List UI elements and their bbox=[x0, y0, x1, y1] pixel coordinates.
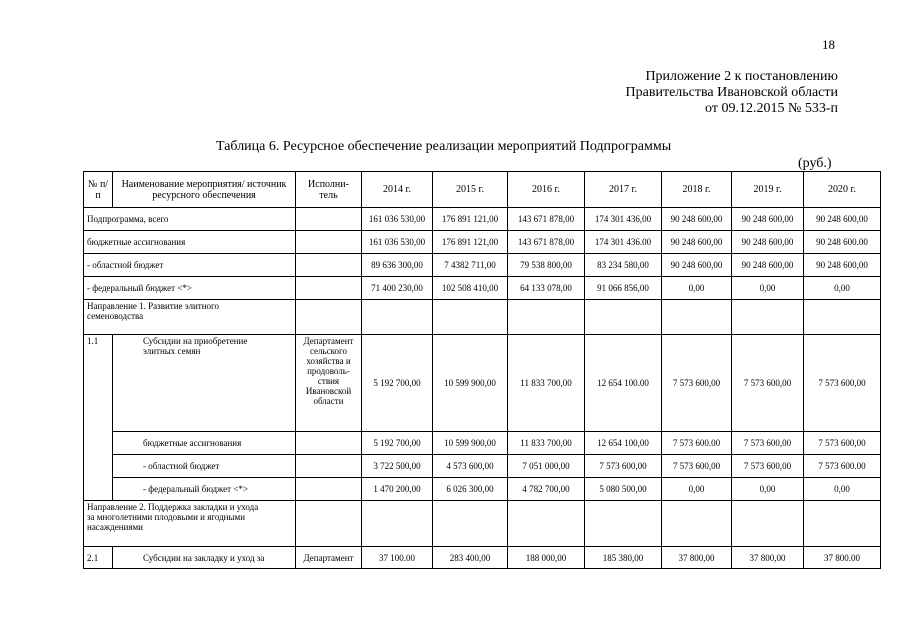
table-row-direction-1 bbox=[84, 300, 881, 335]
value-cell: 37 800.00 bbox=[804, 547, 881, 569]
value-cell: 174 301 436,00 bbox=[585, 208, 662, 231]
value-cell: 4 782 700,00 bbox=[508, 478, 585, 501]
table-row-direction-2 bbox=[84, 501, 881, 547]
value-cell: 7 573 600,00 bbox=[662, 335, 732, 432]
value-cell: 283 400,00 bbox=[433, 547, 508, 569]
row-label: - областной бюджет bbox=[113, 455, 296, 478]
value-cell: 161 036 530,00 bbox=[362, 208, 433, 231]
table-row-item-1-1-regional bbox=[84, 455, 881, 478]
value-cell: 12 654 100.00 bbox=[585, 335, 662, 432]
item-label: Субсидии на закладку и уход за bbox=[113, 547, 296, 569]
table-row-regional bbox=[84, 254, 881, 277]
value-cell: 11 833 700,00 bbox=[508, 432, 585, 455]
value-cell: 90 248 600,00 bbox=[662, 254, 732, 277]
header-name: Наименование мероприятия/ источник ресурсного обеспечения bbox=[113, 172, 296, 208]
executor-cell bbox=[296, 478, 362, 501]
executor-cell bbox=[296, 231, 362, 254]
value-cell: 89 636 300,00 bbox=[362, 254, 433, 277]
header-num: № п/п bbox=[84, 172, 113, 208]
appendix-line-2: Правительства Ивановской области bbox=[625, 85, 838, 100]
value-cell: 90 248 600,00 bbox=[804, 208, 881, 231]
value-cell: 7 573 600,00 bbox=[662, 455, 732, 478]
value-cell: 143 671 878,00 bbox=[508, 208, 585, 231]
appendix-line-3: от 09.12.2015 № 533-п bbox=[705, 101, 838, 116]
header-year: 2014 г. bbox=[362, 172, 433, 208]
header-executor: Исполни-тель bbox=[296, 172, 362, 208]
resource-table bbox=[83, 171, 881, 569]
value-cell: 7 4382 711,00 bbox=[433, 254, 508, 277]
row-label: бюджетные ассигнования bbox=[113, 432, 296, 455]
executor-cell bbox=[296, 277, 362, 300]
value-cell: 11 833 700,00 bbox=[508, 335, 585, 432]
value-cell: 0,00 bbox=[662, 277, 732, 300]
value-cell: 91 066 856,00 bbox=[585, 277, 662, 300]
value-cell: 7 573 600.00 bbox=[662, 432, 732, 455]
table-row-item-1-1 bbox=[84, 335, 881, 432]
header-year: 2020 г. bbox=[804, 172, 881, 208]
value-cell: 83 234 580,00 bbox=[585, 254, 662, 277]
row-label: - федеральный бюджет <*> bbox=[113, 478, 296, 501]
executor-cell bbox=[296, 455, 362, 478]
value-cell: 5 192 700,00 bbox=[362, 432, 433, 455]
value-cell: 37 800,00 bbox=[662, 547, 732, 569]
value-cell: 7 573 600,00 bbox=[732, 455, 804, 478]
value-cell: 4 573 600,00 bbox=[433, 455, 508, 478]
page-number: 18 bbox=[822, 37, 835, 52]
value-cell: 90 248 600,00 bbox=[804, 254, 881, 277]
header-year: 2016 г. bbox=[508, 172, 585, 208]
header-year: 2015 г. bbox=[433, 172, 508, 208]
item-number: 2.1 bbox=[84, 547, 113, 569]
executor-cell bbox=[296, 208, 362, 231]
value-cell: 161 036 530,00 bbox=[362, 231, 433, 254]
value-cell: 12 654 100,00 bbox=[585, 432, 662, 455]
value-cell: 90 248 600,00 bbox=[662, 208, 732, 231]
value-cell: 90 248 600,00 bbox=[732, 231, 804, 254]
item-number: 1.1 bbox=[84, 335, 113, 501]
value-cell: 0,00 bbox=[804, 277, 881, 300]
table-row-total bbox=[84, 208, 881, 231]
value-cell: 185 380,00 bbox=[585, 547, 662, 569]
row-label: бюджетные ассигнования bbox=[84, 231, 296, 254]
value-cell: 188 000,00 bbox=[508, 547, 585, 569]
value-cell: 3 722 500,00 bbox=[362, 455, 433, 478]
item-label: Субсидии на приобретение элитных семян bbox=[113, 335, 296, 432]
value-cell: 79 538 800,00 bbox=[508, 254, 585, 277]
value-cell: 90 248 600,00 bbox=[732, 208, 804, 231]
value-cell: 102 508 410,00 bbox=[433, 277, 508, 300]
header-year: 2018 г. bbox=[662, 172, 732, 208]
appendix-reference bbox=[626, 69, 838, 117]
executor-cell bbox=[296, 254, 362, 277]
value-cell: 0,00 bbox=[732, 478, 804, 501]
value-cell: 1 470 200,00 bbox=[362, 478, 433, 501]
value-cell: 90 248 600,00 bbox=[662, 231, 732, 254]
row-label: - областной бюджет bbox=[84, 254, 296, 277]
header-year: 2019 г. bbox=[732, 172, 804, 208]
value-cell: 176 891 121,00 bbox=[433, 208, 508, 231]
value-cell: 7 573 600,00 bbox=[732, 335, 804, 432]
value-cell: 7 573 600,00 bbox=[732, 432, 804, 455]
value-cell: 10 599 900,00 bbox=[433, 335, 508, 432]
value-cell: 6 026 300,00 bbox=[433, 478, 508, 501]
executor-cell: Департамент сельского хозяйства и продоволь-ствия Ивановской области bbox=[296, 335, 362, 432]
value-cell: 174 301 436.00 bbox=[585, 231, 662, 254]
value-cell: 143 671 878,00 bbox=[508, 231, 585, 254]
value-cell: 0,00 bbox=[804, 478, 881, 501]
executor-cell bbox=[296, 432, 362, 455]
value-cell: 7 573 600,00 bbox=[804, 335, 881, 432]
value-cell: 0,00 bbox=[662, 478, 732, 501]
table-row-budget bbox=[84, 231, 881, 254]
value-cell: 7 573 600,00 bbox=[804, 432, 881, 455]
table-title: Таблица 6. Ресурсное обеспечение реализации мероприятий Подпрограммы bbox=[216, 139, 672, 154]
table-header-row bbox=[84, 172, 881, 208]
value-cell: 5 192 700,00 bbox=[362, 335, 433, 432]
appendix-line-1: Приложение 2 к постановлению bbox=[645, 69, 838, 84]
value-cell: 90 248 600,00 bbox=[732, 254, 804, 277]
table-row-item-1-1-federal bbox=[84, 478, 881, 501]
unit-note: (руб.) bbox=[798, 156, 832, 171]
value-cell: 5 080 500,00 bbox=[585, 478, 662, 501]
table-row-item-2-1 bbox=[84, 547, 881, 569]
value-cell: 7 573 600.00 bbox=[804, 455, 881, 478]
direction-label: Направление 1. Развитие элитного семеноводства bbox=[84, 300, 296, 335]
header-year: 2017 г. bbox=[585, 172, 662, 208]
value-cell: 0,00 bbox=[732, 277, 804, 300]
row-label: Подпрограмма, всего bbox=[84, 208, 296, 231]
row-label: - федеральный бюджет <*> bbox=[84, 277, 296, 300]
value-cell: 7 051 000,00 bbox=[508, 455, 585, 478]
value-cell: 37 100.00 bbox=[362, 547, 433, 569]
table-row-item-1-1-budget bbox=[84, 432, 881, 455]
value-cell: 176 891 121,00 bbox=[433, 231, 508, 254]
direction-label: Направление 2. Поддержка закладки и ухода за многолетними плодовыми и ягодными насаждениями bbox=[84, 501, 296, 547]
executor-cell: Департамент bbox=[296, 547, 362, 569]
value-cell: 71 400 230,00 bbox=[362, 277, 433, 300]
table-row-federal bbox=[84, 277, 881, 300]
value-cell: 7 573 600,00 bbox=[585, 455, 662, 478]
value-cell: 64 133 078,00 bbox=[508, 277, 585, 300]
value-cell: 37 800,00 bbox=[732, 547, 804, 569]
value-cell: 90 248 600.00 bbox=[804, 231, 881, 254]
value-cell: 10 599 900,00 bbox=[433, 432, 508, 455]
